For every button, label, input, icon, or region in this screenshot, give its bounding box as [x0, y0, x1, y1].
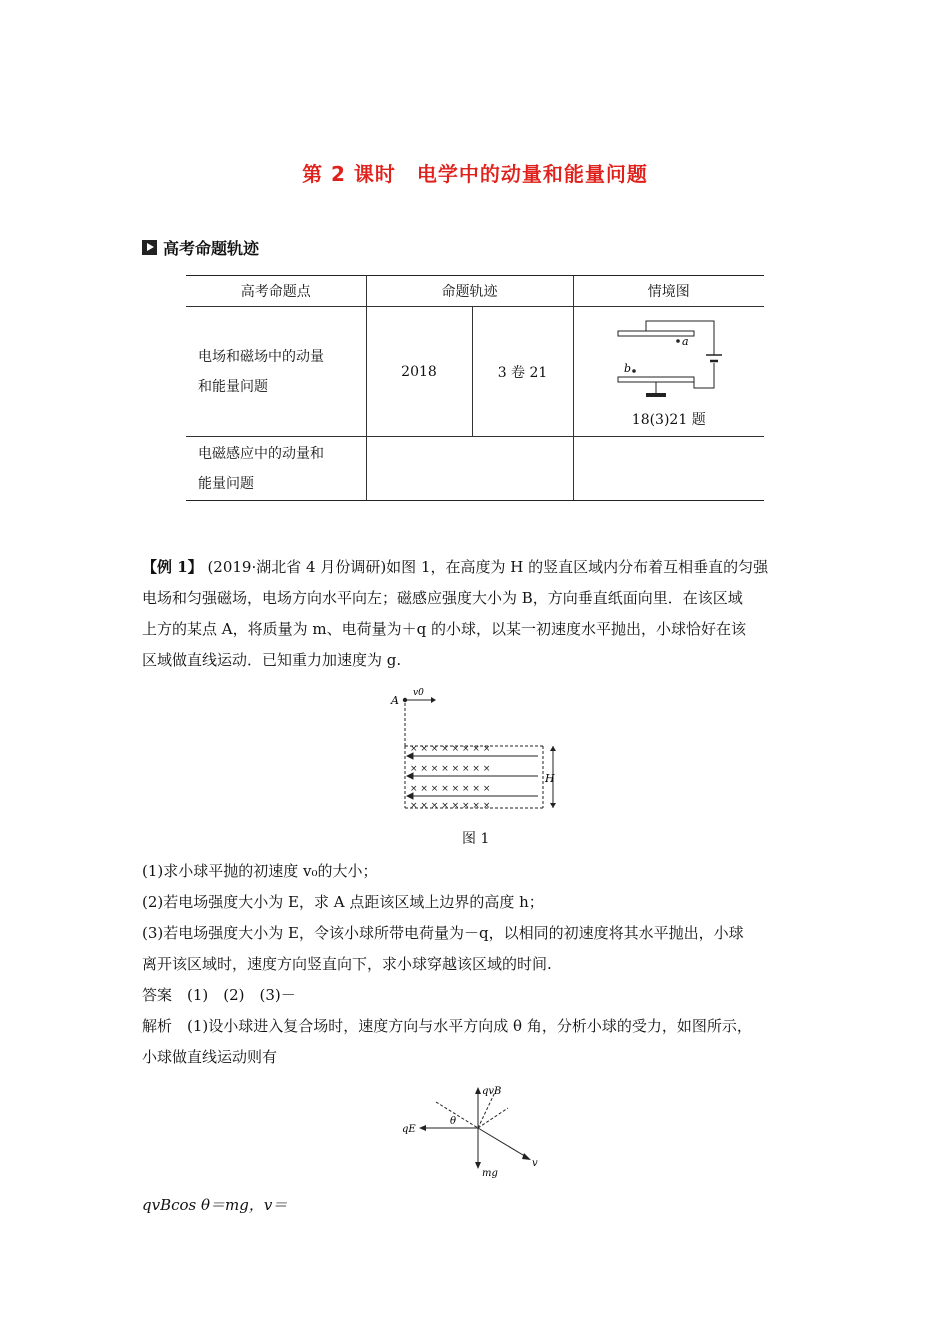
problem-line: 上方的某点 A，将质量为 m、电荷量为＋q 的小球，以某一初速度水平抛出，小球恰好在该 — [142, 620, 746, 638]
label-a: a — [681, 334, 689, 348]
analysis-line: 小球做直线运动则有 — [142, 1048, 278, 1066]
angle-label: θ — [450, 1116, 457, 1127]
topic-text: 电磁感应中的动量和 — [198, 445, 324, 462]
page-title: 第 2 课时 电学中的动量和能量问题 — [302, 162, 648, 186]
equation: qvBcos θ＝mg，v＝ — [142, 1196, 288, 1214]
question-line: (3)若电场强度大小为 E，令该小球所带电荷量为－q，以相同的初速度将其水平抛出，小球 — [142, 924, 744, 942]
height-label: H — [545, 772, 555, 785]
force-label-qe: qE — [402, 1124, 416, 1135]
topic-text: 能量问题 — [198, 475, 254, 492]
topic-cell — [186, 437, 366, 501]
topic-text: 电场和磁场中的动量 — [198, 348, 324, 365]
question-line: 离开该区域时，速度方向竖直向下，求小球穿越该区域的时间. — [142, 955, 552, 973]
section-heading-text: 高考命题轨迹 — [163, 239, 260, 258]
force-diagram — [398, 1080, 548, 1180]
track-cell — [366, 437, 573, 501]
svg-text:× × × × × × × ×: × × × × × × × × — [410, 744, 491, 754]
point-a-label: A — [391, 694, 399, 707]
svg-text:× × × × × × × ×: × × × × × × × × — [410, 764, 491, 774]
field-region-figure — [383, 684, 573, 814]
question-line: (2)若电场强度大小为 E，求 A 点距该区域上边界的高度 h； — [142, 893, 544, 911]
year-cell: 2018 — [366, 307, 472, 437]
figure-caption: 18(3)21 题 — [631, 411, 706, 428]
capacitor-circuit-figure — [604, 317, 734, 401]
table-header-row — [186, 276, 764, 307]
force-label-mg: mg — [482, 1168, 498, 1179]
figure-cell — [573, 437, 764, 501]
topic-text: 和能量问题 — [198, 378, 268, 395]
table-header: 情境图 — [573, 276, 764, 307]
example-label: 【例 1】 — [142, 558, 203, 576]
table-header: 高考命题点 — [186, 276, 366, 307]
section-heading — [142, 236, 259, 259]
velocity-label-v: v — [532, 1158, 538, 1169]
answer-line: 答案 (1) (2) (3)－ — [142, 986, 296, 1004]
exam-track-table — [186, 275, 764, 501]
topic-cell — [186, 307, 366, 437]
svg-text:× × × × × × × ×: × × × × × × × × — [410, 784, 491, 794]
figure-caption: 图 1 — [462, 831, 490, 847]
questions — [142, 856, 812, 1073]
analysis-line: 解析 (1)设小球进入复合场时，速度方向与水平方向成 θ 角，分析小球的受力，如图所示， — [142, 1017, 752, 1035]
problem-line: 区域做直线运动．已知重力加速度为 g. — [142, 651, 402, 669]
table-row — [186, 307, 764, 437]
example-problem — [142, 552, 812, 676]
problem-line: 电场和匀强磁场，电场方向水平向左；磁感应强度大小为 B，方向垂直纸面向里．在该区域 — [142, 589, 743, 607]
velocity-label: v0 — [413, 688, 424, 698]
force-label-qvb: qvB — [482, 1086, 502, 1097]
problem-line: (2019·湖北省 4 月份调研)如图 1，在高度为 H 的竖直区域内分布着互相垂直的匀强 — [207, 558, 769, 576]
play-triangle-icon — [142, 240, 157, 255]
figure-cell — [573, 307, 764, 437]
table-row — [186, 437, 764, 501]
table-header: 命题轨迹 — [366, 276, 573, 307]
label-b: b — [623, 361, 631, 375]
question-line: (1)求小球平抛的初速度 v₀的大小； — [142, 862, 378, 880]
svg-text:× × × × × × × ×: × × × × × × × × — [410, 801, 491, 811]
paper-cell: 3 卷 21 — [472, 307, 573, 437]
